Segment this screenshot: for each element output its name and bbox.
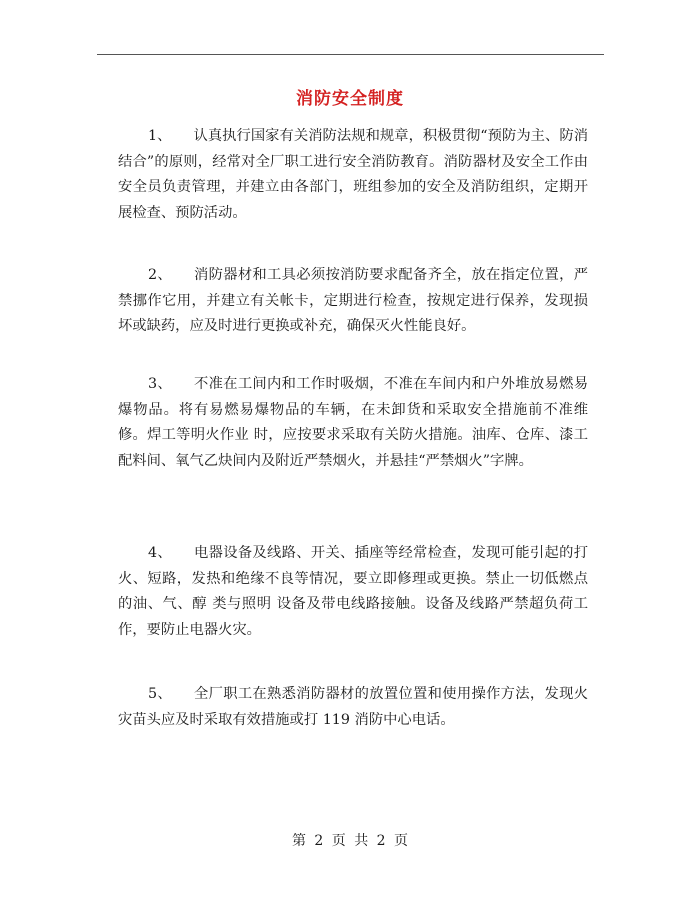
- paragraph-1: [118, 124, 588, 226]
- page-footer: 第 2 页 共 2 页: [291, 833, 409, 849]
- paragraph-number: 1、: [148, 128, 172, 144]
- paragraph-text: 不准在工间内和工作时吸烟，不准在车间内和户外堆放易燃易爆物品。将有易燃易爆物品的车辆，在未卸货和采取安全措施前不准维修。焊工等明火作业 时，应按要求采取有关防火措施。油库、仓库、漆工配料间、氧气乙炔间内及附近严禁烟火，并悬挂“严禁烟火”字牌。: [118, 376, 588, 469]
- paragraph-number: 5、: [148, 686, 173, 702]
- paragraph-text: 消防器材和工具必须按消防要求配备齐全，放在指定位置，严禁挪作它用，并建立有关帐卡，定期进行检查，按规定进行保养，发现损坏或缺药，应及时进行更换或补充，确保灭火性能良好。: [118, 267, 588, 334]
- header-rule: [97, 54, 604, 55]
- paragraph-number: 4、: [148, 545, 173, 561]
- paragraph-number: 3、: [148, 376, 173, 392]
- paragraph-number: 2、: [148, 267, 173, 283]
- paragraph-text: 全厂职工在熟悉消防器材的放置位置和使用操作方法，发现火灾苗头应及时采取有效措施或打 119 消防中心电话。: [118, 686, 588, 728]
- paragraph-5: [118, 682, 588, 733]
- paragraph-4: [118, 541, 588, 643]
- paragraph-3: [118, 372, 588, 474]
- paragraph-2: [118, 263, 588, 340]
- document-title: 消防安全制度: [296, 89, 404, 109]
- paragraph-text: 认真执行国家有关消防法规和规章，积极贯彻“预防为主、防消结合”的原则，经常对全厂职工进行安全消防教育。消防器材及安全工作由安全员负责管理，并建立由各部门，班组参加的安全及消防组织，定期开展检查、预防活动。: [118, 128, 588, 221]
- paragraph-text: 电器设备及线路、开关、插座等经常检查，发现可能引起的打火、短路，发热和绝缘不良等情况，要立即修理或更换。禁止一切低燃点的油、气、醇 类与照明 设备及带电线路接触。设备及线路严禁超负荷工作，要防止电器火灾。: [118, 545, 588, 638]
